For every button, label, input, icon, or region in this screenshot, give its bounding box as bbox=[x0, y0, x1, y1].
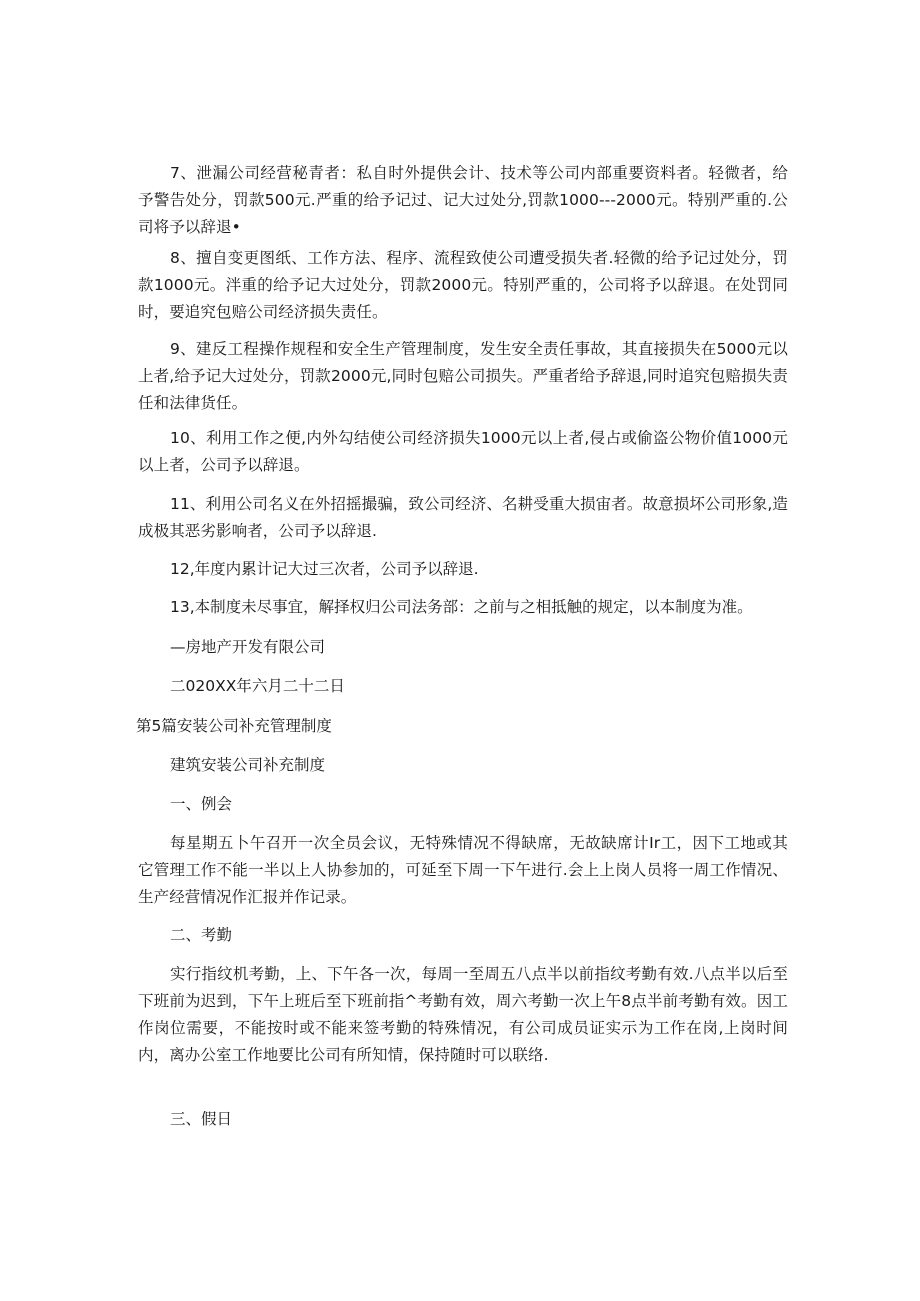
company-signature: —房地产开发有限公司 bbox=[170, 638, 326, 656]
section-heading-attendance: 二、考勤 bbox=[170, 926, 233, 944]
rule-item-13: 13,本制度未尽事宜，解择权归公司法务部：之前与之相抵触的规定，以本制度为准。 bbox=[170, 598, 753, 616]
section-body-meeting: 每星期五卜午召开一次全员会议，无特殊情况不得缺席，无故缺席计Ir工，因下工地或其它管理工作不能一半以上人协参加的，可延至下周一下午进行.会上上岗人员将一周工作情况、生产经营情况作汇报并作记录。 bbox=[138, 834, 788, 906]
section-heading-holiday: 三、假日 bbox=[170, 1110, 233, 1128]
section-body-attendance: 实行指纹机考勤，上、下午各一次，每周一至周五八点半以前指纹考勤有效.八点半以后至下班前为迟到，下午上班后至下班前指^考勤有效，周六考勤一次上午8点半前考勤有效。因工作岗位需要，不能按时或不能来签考勤的特殊情况，有公司成员证实示为工作在岗,上岗时间内，离办公室工作地要比公司有所知情，保持随时可以联络. bbox=[138, 965, 788, 1064]
section-title: 第5篇安装公司补充管理制度 bbox=[136, 717, 332, 735]
section-heading-meeting: 一、例会 bbox=[170, 795, 233, 813]
rule-item-12: 12,年度内累计记大过三次者，公司予以辞退. bbox=[170, 560, 479, 578]
rule-item-11: 11、利用公司名义在外招摇撮骗，致公司经济、名耕受重大损宙者。故意损坏公司形象,造成极其恶劣影响者，公司予以辞退. bbox=[138, 495, 788, 540]
rule-item-8: 8、擅自变更图纸、工作方法、程序、流程致使公司遭受损失者.轻微的给予记过处分，罚款1000元。泮重的给予记大过处分，罚款2000元。特别严重的，公司将予以辞退。在处罚同时，要追究包赔公司经济损失责任。 bbox=[138, 249, 788, 321]
rule-item-7: 7、泄漏公司经营秘青者：私自时外提供会计、技术等公司内部重要资料者。轻微者，给予警告处分，罚款500元.严重的给予记过、记大过处分,罚款1000---2000元。特别严重的.公司将予以辞退• bbox=[138, 164, 788, 236]
rule-item-9: 9、建反工程操作规程和安全生产管理制度，发生安全责任事故，其直接损失在5000元以上者,给予记大过处分，罚款2000元,同时包赔公司损失。严重者给予辞退,同时追究包赔损失责任和法律货任。 bbox=[138, 340, 788, 412]
rule-item-10: 10、利用工作之便,内外勾结使公司经济损失1000元以上者,侵占或偷盗公物价值1000元以上者，公司予以辞退。 bbox=[138, 429, 788, 474]
issue-date: 二020XX年六月二十二日 bbox=[170, 677, 345, 695]
sub-title: 建筑安装公司补充制度 bbox=[170, 756, 326, 774]
